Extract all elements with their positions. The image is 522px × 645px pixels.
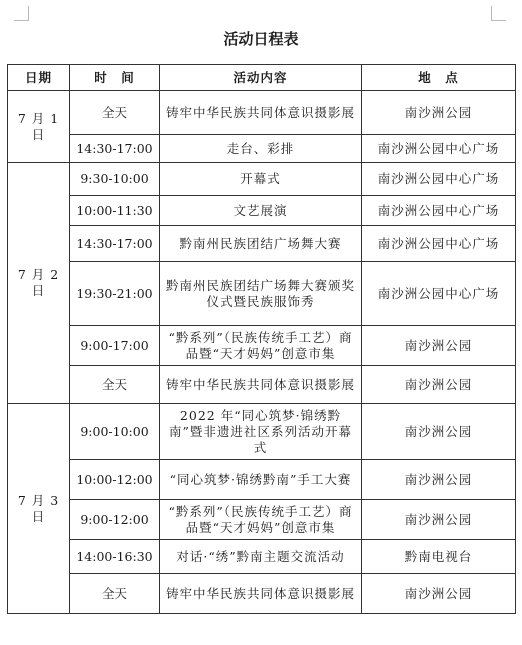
time-cell: 全天 — [70, 366, 160, 404]
page-corner-mark-left — [14, 6, 29, 21]
header-activity: 活动内容 — [160, 65, 362, 91]
activity-cell: “黔系列”（民族传统手工艺）商品暨“天才妈妈”创意市集 — [160, 326, 362, 366]
activity-cell: 文艺展演 — [160, 196, 362, 226]
table-header-row — [8, 65, 516, 91]
table-row — [8, 135, 516, 163]
location-cell: 南沙洲公园中心广场 — [362, 226, 516, 262]
location-cell: 南沙洲公园 — [362, 500, 516, 540]
location-cell: 南沙洲公园 — [362, 91, 516, 135]
time-cell: 9:00-17:00 — [70, 326, 160, 366]
activity-cell: “同心筑梦·锦绣黔南”手工大赛 — [160, 460, 362, 500]
table-row — [8, 500, 516, 540]
time-cell: 19:30-21:00 — [70, 262, 160, 326]
time-cell: 全天 — [70, 574, 160, 614]
activity-cell: 铸牢中华民族共同体意识摄影展 — [160, 574, 362, 614]
time-cell: 10:00-12:00 — [70, 460, 160, 500]
time-cell: 10:00-11:30 — [70, 196, 160, 226]
document-title: 活动日程表 — [223, 30, 299, 48]
activity-cell: 走台、彩排 — [160, 135, 362, 163]
table-row — [8, 226, 516, 262]
date-cell: 7 月 2 日 — [8, 163, 70, 404]
header-location: 地 点 — [362, 65, 516, 91]
date-cell: 7 月 1 日 — [8, 91, 70, 163]
activity-cell: 2022 年“同心筑梦·锦绣黔南”暨非遗进社区系列活动开幕式 — [160, 404, 362, 460]
table-row — [8, 460, 516, 500]
table-row — [8, 262, 516, 326]
activity-cell: 对话·“绣”黔南主题交流活动 — [160, 540, 362, 574]
location-cell: 南沙洲公园中心广场 — [362, 196, 516, 226]
activity-cell: 黔南州民族团结广场舞大赛颁奖仪式暨民族服饰秀 — [160, 262, 362, 326]
table-row — [8, 404, 516, 460]
header-date: 日期 — [8, 65, 70, 91]
table-row — [8, 163, 516, 196]
location-cell: 南沙洲公园 — [362, 574, 516, 614]
schedule-table — [7, 64, 516, 614]
location-cell: 南沙洲公园中心广场 — [362, 262, 516, 326]
table-row — [8, 540, 516, 574]
location-cell: 黔南电视台 — [362, 540, 516, 574]
table-row — [8, 326, 516, 366]
table-row — [8, 91, 516, 135]
time-cell: 9:00-12:00 — [70, 500, 160, 540]
time-cell: 9:00-10:00 — [70, 404, 160, 460]
activity-cell: 开幕式 — [160, 163, 362, 196]
time-cell: 14:30-17:00 — [70, 135, 160, 163]
location-cell: 南沙洲公园中心广场 — [362, 163, 516, 196]
date-cell: 7 月 3 日 — [8, 404, 70, 614]
header-time: 时 间 — [70, 65, 160, 91]
activity-cell: 铸牢中华民族共同体意识摄影展 — [160, 91, 362, 135]
activity-cell: “黔系列”（民族传统手工艺）商品暨“天才妈妈”创意市集 — [160, 500, 362, 540]
time-cell: 14:00-16:30 — [70, 540, 160, 574]
activity-cell: 铸牢中华民族共同体意识摄影展 — [160, 366, 362, 404]
location-cell: 南沙洲公园 — [362, 326, 516, 366]
table-row — [8, 366, 516, 404]
table-row — [8, 196, 516, 226]
time-cell: 14:30-17:00 — [70, 226, 160, 262]
page-corner-mark-right — [491, 6, 506, 21]
activity-cell: 黔南州民族团结广场舞大赛 — [160, 226, 362, 262]
time-cell: 9:30-10:00 — [70, 163, 160, 196]
table-row — [8, 574, 516, 614]
location-cell: 南沙洲公园 — [362, 404, 516, 460]
location-cell: 南沙洲公园 — [362, 460, 516, 500]
location-cell: 南沙洲公园中心广场 — [362, 135, 516, 163]
location-cell: 南沙洲公园 — [362, 366, 516, 404]
time-cell: 全天 — [70, 91, 160, 135]
